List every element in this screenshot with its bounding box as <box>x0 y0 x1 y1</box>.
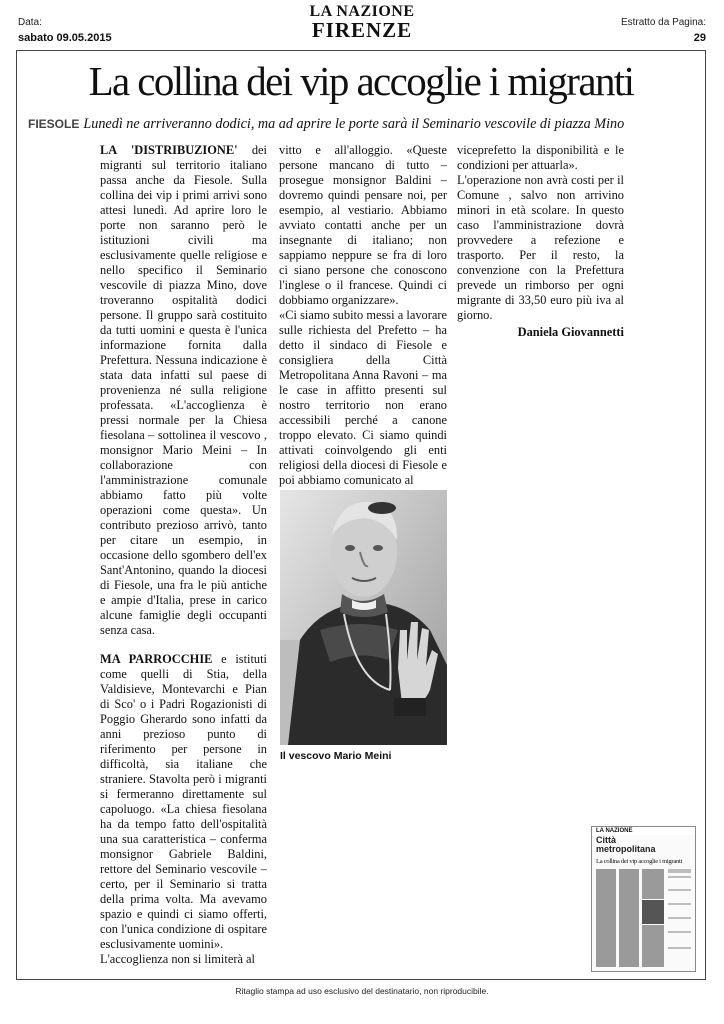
footer-notice: Ritaglio stampa ad uso esclusivo del destinatario, non riproducibile. <box>235 986 489 996</box>
paragraph: vitto e all'alloggio. «Queste persone mancano di tutto – prosegue monsignor Baldini – dovremo quindi pensare noi, per esempio, al vestiario. Abbiamo avviato contatti anche per un insegnante di italiano; non sappiamo neppure se fra di loro ci siano persone che conoscono l'inglese o il francese. Quindi ci dobbiamo organizzare». <box>279 143 447 307</box>
bishop-photo-image <box>280 490 447 745</box>
page-thumbnail <box>591 826 696 972</box>
paragraph <box>100 652 267 952</box>
paragraph <box>100 143 267 638</box>
masthead-title: LA NAZIONE <box>309 3 415 20</box>
thumbnail-section-line: Città <box>596 835 616 845</box>
date-label: Data: <box>18 17 42 28</box>
paragraph-text: e istituti come quelli di Stia, della Valdisieve, Montevarchi e Pian di Sco' o i Padri Rogazionisti di Poggio Gherardo sono infatti da anni prezioso punto di riferimento per persone in difficoltà, sia italiane che straniere. Stavolta però i migranti si fermeranno direttamente sul capoluogo. «La chiesa fiesolana ha da tempo fatto dell'ospitalità una sua caratteristica – conferma monsignor Gabriele Baldini, rettore del Seminario vescovile – certo, per il Seminario si tratta della prima volta. Ma avevamo spazio e quindi ci siamo offerti, con l'unica condizione di ospitare esclusivamente uomini». <box>100 652 267 951</box>
thumbnail-section-line: metropolitana <box>596 844 656 854</box>
date-value: sabato 09.05.2015 <box>18 32 112 44</box>
paragraph: L'accoglienza non si limiterà al <box>100 952 255 966</box>
paragraph: L'operazione non avrà costi per il Comune , salvo non arrivino minori in età scolare. In questo caso l'amministrazione dovrà provvedere a refezione e trasporto. Per il resto, la convenzione con la Prefettura prevede un rimborso per ogni migrante di 33,50 euro più iva al giorno. <box>457 173 624 322</box>
paragraph-text: dei migranti sul territorio italiano passa anche da Fiesole. Sulla collina dei vip i primi arrivi sono attesi lunedì. Ad aprire loro le porte non saranno però le istituzioni civili ma esclusivamente quelle religiose e nello specifico il Seminario vescovile di piazza Mino, dove troveranno ospitalità dodici persone. Il gruppo sarà costituito da tutti uomini e questa è l'unica informazione fornita dalla Prefettura. Nessuna indicazione è stata data infatti sul paese di provenienza né sulla religione professata. «L'accoglienza è pressi normale per la Chiesa fiesolana – sottolinea il vescovo , monsignor Mario Meini – In collaborazione con l'amministrazione comunale abbiamo fatto più volte operazioni come questa». Un contributo prezioso arrivò, tanto per citare un esempio, in occasione dello sgombero dell'ex Sant'Antonino, quando la diocesi di Fiesole, una fra le più antiche e ampie d'Italia, prese in carico alcune famiglie degli occupanti senza casa. <box>100 143 267 637</box>
article-column-1 <box>100 143 267 967</box>
extract-label: Estratto da Pagina: <box>620 17 706 28</box>
kicker-label: FIESOLE <box>28 117 80 131</box>
thumbnail-masthead-text: LA NAZIONE <box>596 828 633 834</box>
bishop-photo <box>280 490 447 745</box>
thumbnail-headline: La collina dei vip accoglie i migranti <box>596 858 683 865</box>
paragraph: «Ci siamo subito messi a lavorare sulle richiesta del Prefetto – ha detto il sindaco di Fiesole e consigliera della Città Metropolitana Anna Ravoni – ma le case in affitto presenti sul nostro territorio non erano accessibili perché a canone troppo elevato. Ci siamo quindi attivati coinvolgendo gli enti religiosi della diocesi di Fiesole e poi abbiamo comunicato al <box>279 308 447 487</box>
paragraph-lead: MA PARROCCHIE <box>100 652 213 666</box>
article-headline: La collina dei vip accoglie i migranti <box>88 58 634 104</box>
paragraph-lead: LA 'DISTRIBUZIONE' <box>100 143 238 157</box>
masthead-city: FIRENZE <box>311 18 413 42</box>
thumbnail-masthead <box>592 827 695 835</box>
thumbnail-section <box>596 836 656 854</box>
article-column-2 <box>279 143 447 488</box>
article-column-3 <box>457 143 624 340</box>
subheadline-text: Lunedì ne arriveranno dodici, ma ad aprire le porte sarà il Seminario vescovile di piazza Mino <box>83 116 625 132</box>
photo-caption: Il vescovo Mario Meini <box>280 750 392 762</box>
author-signature: Daniela Giovannetti <box>517 325 624 339</box>
thumbnail-body <box>592 867 695 971</box>
page-number: 29 <box>693 32 706 44</box>
paragraph: viceprefetto la disponibilità e le condizioni per attuarla». <box>457 143 624 172</box>
article-subheadline <box>28 116 708 133</box>
